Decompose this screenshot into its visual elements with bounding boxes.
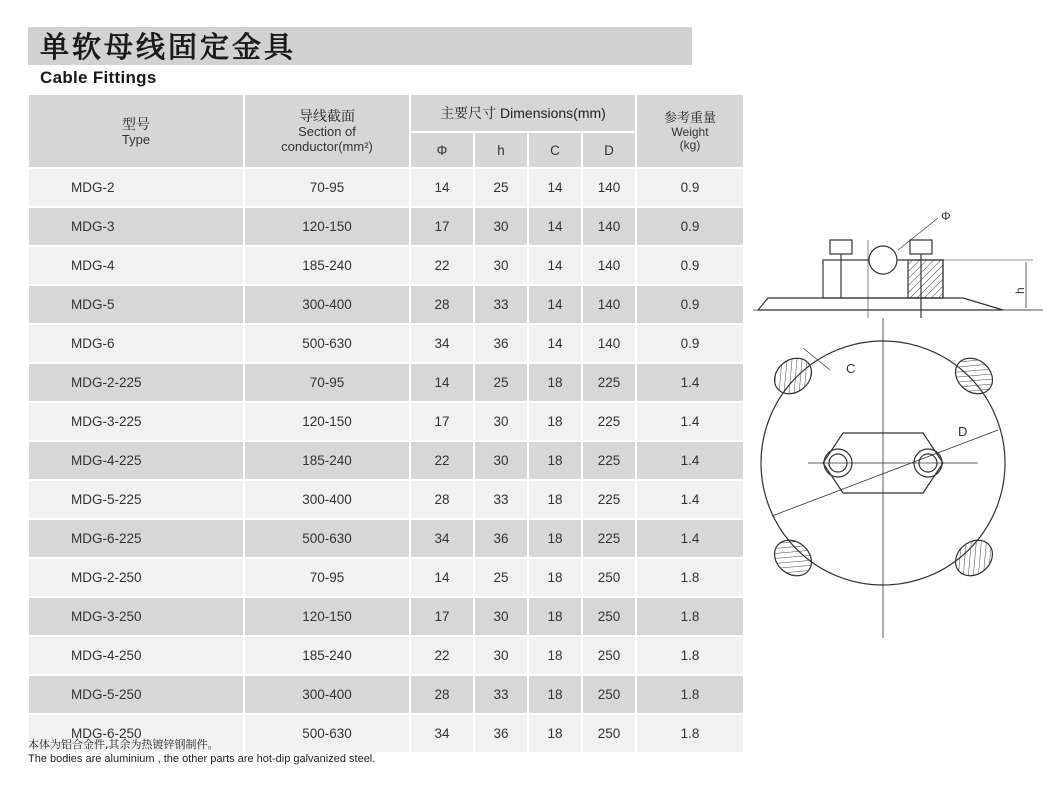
table-row bbox=[29, 675, 744, 714]
phi-cell: 22 bbox=[410, 636, 474, 675]
section-header-en1: Section of bbox=[298, 124, 356, 139]
table-row bbox=[29, 636, 744, 675]
page-title-cn: 单软母线固定金具 bbox=[40, 30, 297, 64]
c-cell: 18 bbox=[528, 597, 582, 636]
weight-cell: 0.9 bbox=[636, 324, 744, 363]
d-header: D bbox=[582, 132, 636, 168]
type-header-en: Type bbox=[121, 131, 151, 147]
c-cell: 18 bbox=[528, 402, 582, 441]
d-cell: 250 bbox=[582, 558, 636, 597]
label-h: h bbox=[1013, 287, 1027, 294]
c-cell: 18 bbox=[528, 675, 582, 714]
c-cell: 14 bbox=[528, 168, 582, 207]
phi-cell: 14 bbox=[410, 363, 474, 402]
d-cell: 225 bbox=[582, 519, 636, 558]
section-cell: 300-400 bbox=[244, 675, 410, 714]
mount-slot-top-right bbox=[948, 351, 999, 401]
d-cell: 225 bbox=[582, 441, 636, 480]
c-cell: 18 bbox=[528, 363, 582, 402]
section-cell: 500-630 bbox=[244, 519, 410, 558]
label-phi: Φ bbox=[941, 209, 951, 223]
section-header-cn: 导线截面 bbox=[299, 108, 355, 124]
phi-cell: 22 bbox=[410, 441, 474, 480]
h-cell: 25 bbox=[474, 168, 528, 207]
table-row bbox=[29, 519, 744, 558]
section-cell: 120-150 bbox=[244, 597, 410, 636]
c-cell: 18 bbox=[528, 441, 582, 480]
d-cell: 225 bbox=[582, 480, 636, 519]
table-row bbox=[29, 558, 744, 597]
weight-cell: 0.9 bbox=[636, 285, 744, 324]
section-cell: 120-150 bbox=[244, 402, 410, 441]
phi-cell: 22 bbox=[410, 246, 474, 285]
table-row bbox=[29, 324, 744, 363]
h-cell: 30 bbox=[474, 246, 528, 285]
section-cell: 70-95 bbox=[244, 363, 410, 402]
dim-d-line bbox=[772, 430, 998, 516]
type-cell: MDG-4 bbox=[29, 246, 244, 285]
table-row bbox=[29, 246, 744, 285]
weight-header bbox=[636, 95, 744, 168]
weight-cell: 1.4 bbox=[636, 441, 744, 480]
dimensions-header-label: 主要尺寸 Dimensions(mm) bbox=[440, 105, 606, 121]
type-cell: MDG-5 bbox=[29, 285, 244, 324]
c-cell: 18 bbox=[528, 714, 582, 753]
h-cell: 30 bbox=[474, 597, 528, 636]
c-cell: 18 bbox=[528, 519, 582, 558]
phi-cell: 28 bbox=[410, 675, 474, 714]
section-cell: 70-95 bbox=[244, 558, 410, 597]
section-cell: 300-400 bbox=[244, 285, 410, 324]
weight-header-unit: (kg) bbox=[679, 138, 701, 152]
d-cell: 225 bbox=[582, 363, 636, 402]
section-cell: 70-95 bbox=[244, 168, 410, 207]
bolt-head-left bbox=[830, 240, 852, 254]
type-cell: MDG-2-250 bbox=[29, 558, 244, 597]
mount-slot-bottom-left bbox=[767, 533, 818, 583]
phi-cell: 34 bbox=[410, 519, 474, 558]
label-c: C bbox=[846, 361, 856, 376]
d-cell: 250 bbox=[582, 675, 636, 714]
type-cell: MDG-6-225 bbox=[29, 519, 244, 558]
d-cell: 140 bbox=[582, 285, 636, 324]
table-row bbox=[29, 402, 744, 441]
type-cell: MDG-4-250 bbox=[29, 636, 244, 675]
bolt-head-right bbox=[910, 240, 932, 254]
spec-table bbox=[29, 95, 745, 754]
h-cell: 36 bbox=[474, 714, 528, 753]
weight-cell: 0.9 bbox=[636, 168, 744, 207]
weight-header-en: Weight bbox=[671, 125, 709, 139]
phi-header: Φ bbox=[410, 132, 474, 168]
fitting-drawing bbox=[748, 198, 1048, 638]
section-cell: 185-240 bbox=[244, 636, 410, 675]
c-cell: 18 bbox=[528, 558, 582, 597]
type-cell: MDG-2-225 bbox=[29, 363, 244, 402]
phi-cell: 14 bbox=[410, 168, 474, 207]
d-cell: 225 bbox=[582, 402, 636, 441]
phi-cell: 14 bbox=[410, 558, 474, 597]
mount-slot-bottom-right bbox=[948, 533, 999, 583]
weight-cell: 1.8 bbox=[636, 636, 744, 675]
h-cell: 30 bbox=[474, 441, 528, 480]
h-cell: 36 bbox=[474, 324, 528, 363]
clamp-section-hatch bbox=[908, 260, 943, 298]
table-row bbox=[29, 363, 744, 402]
d-cell: 250 bbox=[582, 597, 636, 636]
d-cell: 250 bbox=[582, 636, 636, 675]
type-cell: MDG-6 bbox=[29, 324, 244, 363]
section-cell: 185-240 bbox=[244, 441, 410, 480]
phi-cell: 17 bbox=[410, 597, 474, 636]
d-cell: 140 bbox=[582, 168, 636, 207]
phi-cell: 34 bbox=[410, 324, 474, 363]
type-header bbox=[29, 95, 244, 168]
h-cell: 33 bbox=[474, 285, 528, 324]
h-cell: 36 bbox=[474, 519, 528, 558]
table-row bbox=[29, 480, 744, 519]
weight-cell: 1.4 bbox=[636, 363, 744, 402]
weight-cell: 0.9 bbox=[636, 246, 744, 285]
weight-header-cn: 参考重量 bbox=[663, 110, 716, 125]
mount-slot-top-left bbox=[767, 351, 818, 401]
base-plate-elevation bbox=[758, 298, 1003, 310]
phi-cell: 34 bbox=[410, 714, 474, 753]
phi-cell: 17 bbox=[410, 207, 474, 246]
section-cell: 185-240 bbox=[244, 246, 410, 285]
note-cn: 本体为铝合金件,其余为热镀锌钢制件。 bbox=[28, 738, 219, 751]
c-cell: 14 bbox=[528, 324, 582, 363]
weight-cell: 1.4 bbox=[636, 519, 744, 558]
type-cell: MDG-3 bbox=[29, 207, 244, 246]
table-row bbox=[29, 207, 744, 246]
section-cell: 500-630 bbox=[244, 324, 410, 363]
c-cell: 18 bbox=[528, 480, 582, 519]
weight-cell: 1.4 bbox=[636, 402, 744, 441]
section-cell: 300-400 bbox=[244, 480, 410, 519]
table-row bbox=[29, 285, 744, 324]
h-cell: 30 bbox=[474, 402, 528, 441]
table-row bbox=[29, 441, 744, 480]
c-header: C bbox=[528, 132, 582, 168]
type-cell: MDG-5-250 bbox=[29, 675, 244, 714]
weight-cell: 1.4 bbox=[636, 480, 744, 519]
type-cell: MDG-5-225 bbox=[29, 480, 244, 519]
note-en: The bodies are aluminium , the other parts are hot-dip galvanized steel. bbox=[28, 753, 376, 765]
phi-cell: 17 bbox=[410, 402, 474, 441]
table-row bbox=[29, 168, 744, 207]
type-header-cn: 型号 bbox=[122, 115, 150, 132]
weight-cell: 1.8 bbox=[636, 558, 744, 597]
table-row bbox=[29, 597, 744, 636]
c-cell: 14 bbox=[528, 246, 582, 285]
section-header-en2: conductor(mm²) bbox=[281, 139, 373, 154]
c-cell: 14 bbox=[528, 285, 582, 324]
c-cell: 14 bbox=[528, 207, 582, 246]
h-cell: 33 bbox=[474, 675, 528, 714]
c-cell: 18 bbox=[528, 636, 582, 675]
weight-cell: 1.8 bbox=[636, 597, 744, 636]
type-cell: MDG-4-225 bbox=[29, 441, 244, 480]
phi-cell: 28 bbox=[410, 285, 474, 324]
label-d: D bbox=[958, 424, 968, 439]
weight-cell: 0.9 bbox=[636, 207, 744, 246]
d-cell: 140 bbox=[582, 324, 636, 363]
h-header: h bbox=[474, 132, 528, 168]
weight-cell: 1.8 bbox=[636, 675, 744, 714]
h-cell: 33 bbox=[474, 480, 528, 519]
d-cell: 250 bbox=[582, 714, 636, 753]
table-header-row bbox=[29, 95, 744, 132]
type-cell: MDG-3-250 bbox=[29, 597, 244, 636]
conductor-circle bbox=[869, 246, 897, 274]
h-cell: 30 bbox=[474, 207, 528, 246]
type-cell: MDG-6-250 bbox=[29, 714, 244, 753]
phi-cell: 28 bbox=[410, 480, 474, 519]
page-title-en: Cable Fittings bbox=[40, 68, 157, 87]
type-cell: MDG-3-225 bbox=[29, 402, 244, 441]
h-cell: 30 bbox=[474, 636, 528, 675]
section-cell: 500-630 bbox=[244, 714, 410, 753]
d-cell: 140 bbox=[582, 207, 636, 246]
h-cell: 25 bbox=[474, 363, 528, 402]
section-cell: 120-150 bbox=[244, 207, 410, 246]
d-cell: 140 bbox=[582, 246, 636, 285]
h-cell: 25 bbox=[474, 558, 528, 597]
weight-cell: 1.8 bbox=[636, 714, 744, 753]
type-cell: MDG-2 bbox=[29, 168, 244, 207]
section-header bbox=[244, 95, 410, 168]
dimensions-header bbox=[410, 95, 636, 132]
